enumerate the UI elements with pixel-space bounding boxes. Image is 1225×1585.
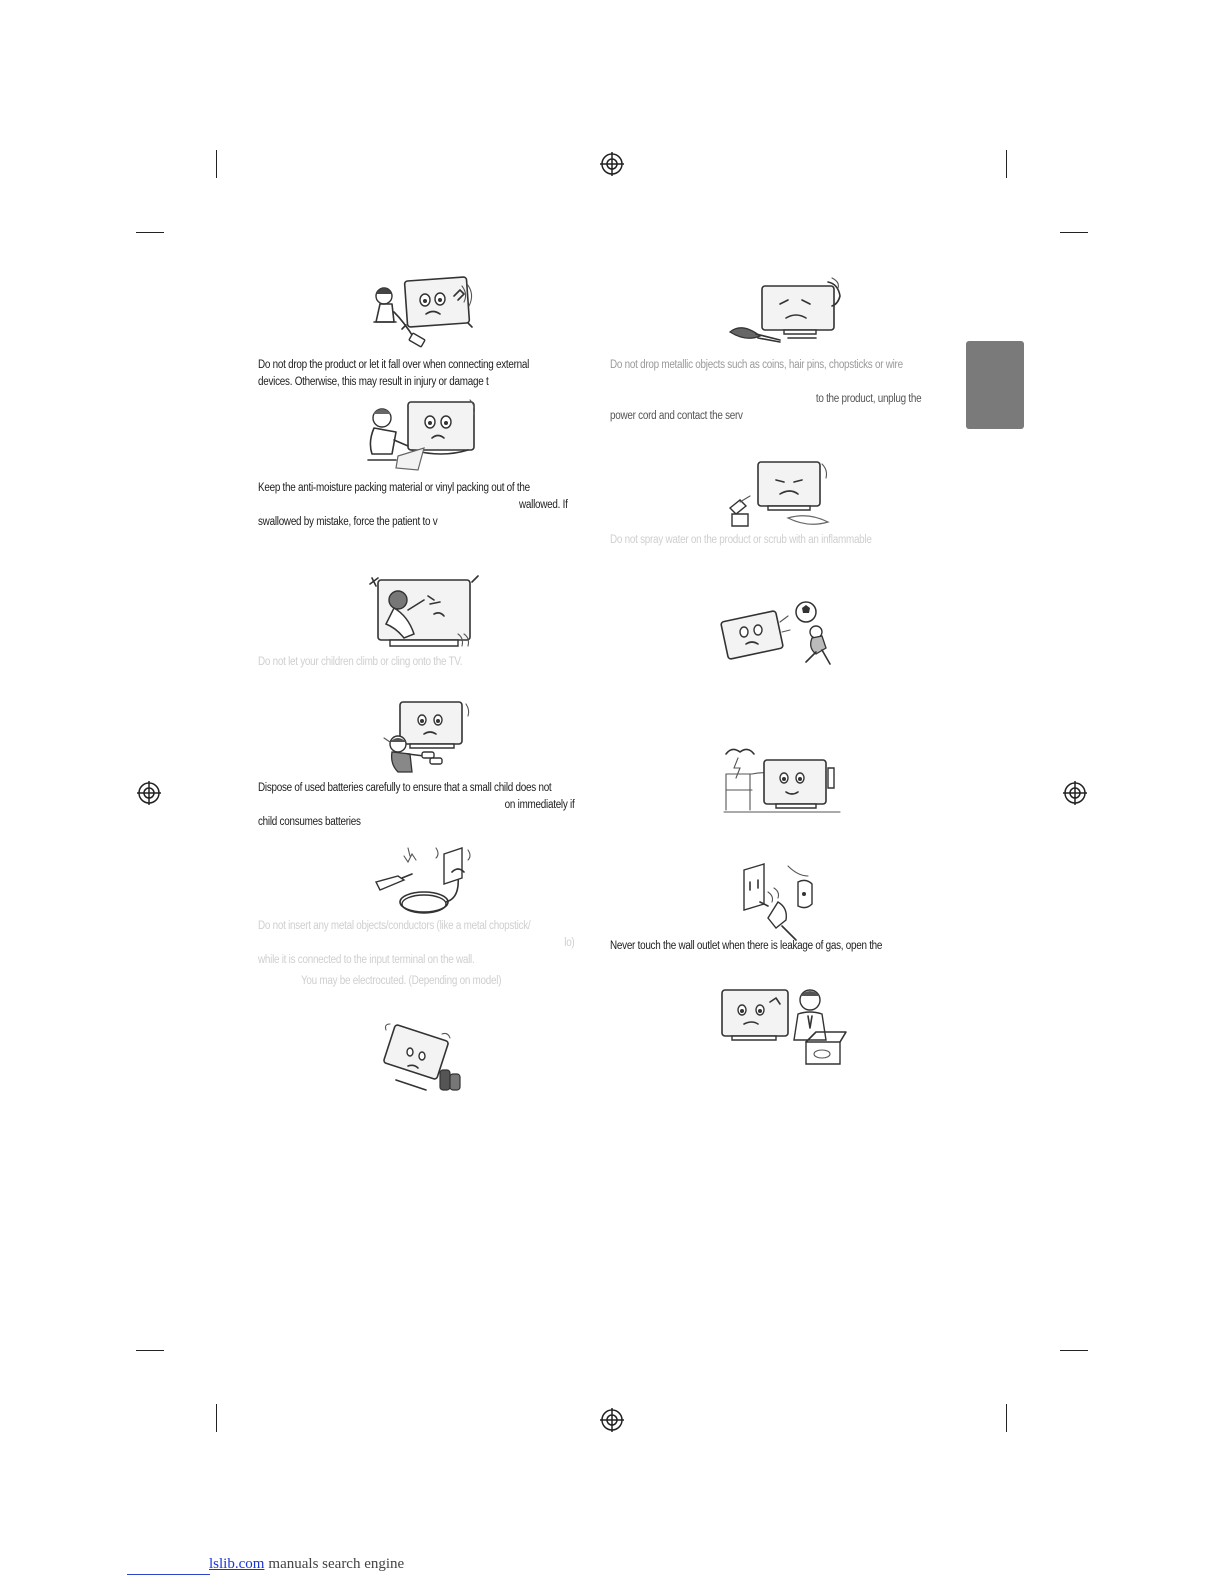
right-caption-2: Do not spray water on the product or scrub with an inflammable [610, 534, 872, 546]
crop-mark [136, 1350, 164, 1351]
ball-impact-illustration [720, 602, 840, 672]
metal-object-cable-illustration [374, 846, 474, 922]
right-caption-3: Never touch the wall outlet when there is leakage of gas, open the [610, 940, 883, 952]
lightning-storm-illustration [724, 744, 842, 820]
left-caption-1: Do not drop the product or let it fall over when connecting external devices. Otherwise, this may result in injury or damage t [258, 359, 530, 388]
wall-outlet-gas-illustration [738, 862, 824, 942]
registration-mark-icon [1063, 781, 1087, 805]
crop-mark [216, 1404, 217, 1432]
footer-link[interactable]: lslib.com [209, 1556, 265, 1572]
child-climbing-tv-illustration [368, 574, 480, 654]
left-caption-4: Dispose of used batteries carefully to ensure that a small child does not on immediately if child consumes batteries [258, 782, 575, 828]
crop-mark [1006, 1404, 1007, 1432]
registration-mark-icon [137, 781, 161, 805]
spray-water-illustration [728, 458, 832, 530]
batteries-child-illustration [380, 698, 472, 774]
service-technician-illustration [720, 986, 844, 1068]
right-caption-1: Do not drop metallic objects such as coins, hair pins, chopsticks or wire to the product, unplug the power cord and contact the serv [610, 359, 922, 422]
packing-material-illustration [358, 398, 480, 476]
tv-falling-illustration [370, 276, 480, 351]
crop-mark [1060, 1350, 1088, 1351]
crop-mark [136, 232, 164, 233]
left-caption-5: Do not insert any metal objects/conductors (like a metal chopstick/ lo) while it is connected to the input terminal on the wall. You may be electrocuted. (Depending on model) [258, 920, 575, 987]
footer-rule [127, 1574, 210, 1575]
language-tab [966, 341, 1024, 429]
crop-mark [216, 150, 217, 178]
metallic-objects-illustration [728, 276, 848, 348]
left-caption-2: Keep the anti-moisture packing material or vinyl packing out of the wallowed. If swallowed by mistake, force the patient to v [258, 482, 568, 528]
registration-mark-icon [600, 152, 624, 176]
tv-tilting-illustration [382, 1024, 468, 1096]
footer-text: manuals search engine [268, 1556, 405, 1572]
footer [127, 1556, 404, 1573]
crop-mark [1060, 232, 1088, 233]
registration-mark-icon [600, 1408, 624, 1432]
crop-mark [1006, 150, 1007, 178]
left-caption-3: Do not let your children climb or cling onto the TV. [258, 656, 463, 668]
